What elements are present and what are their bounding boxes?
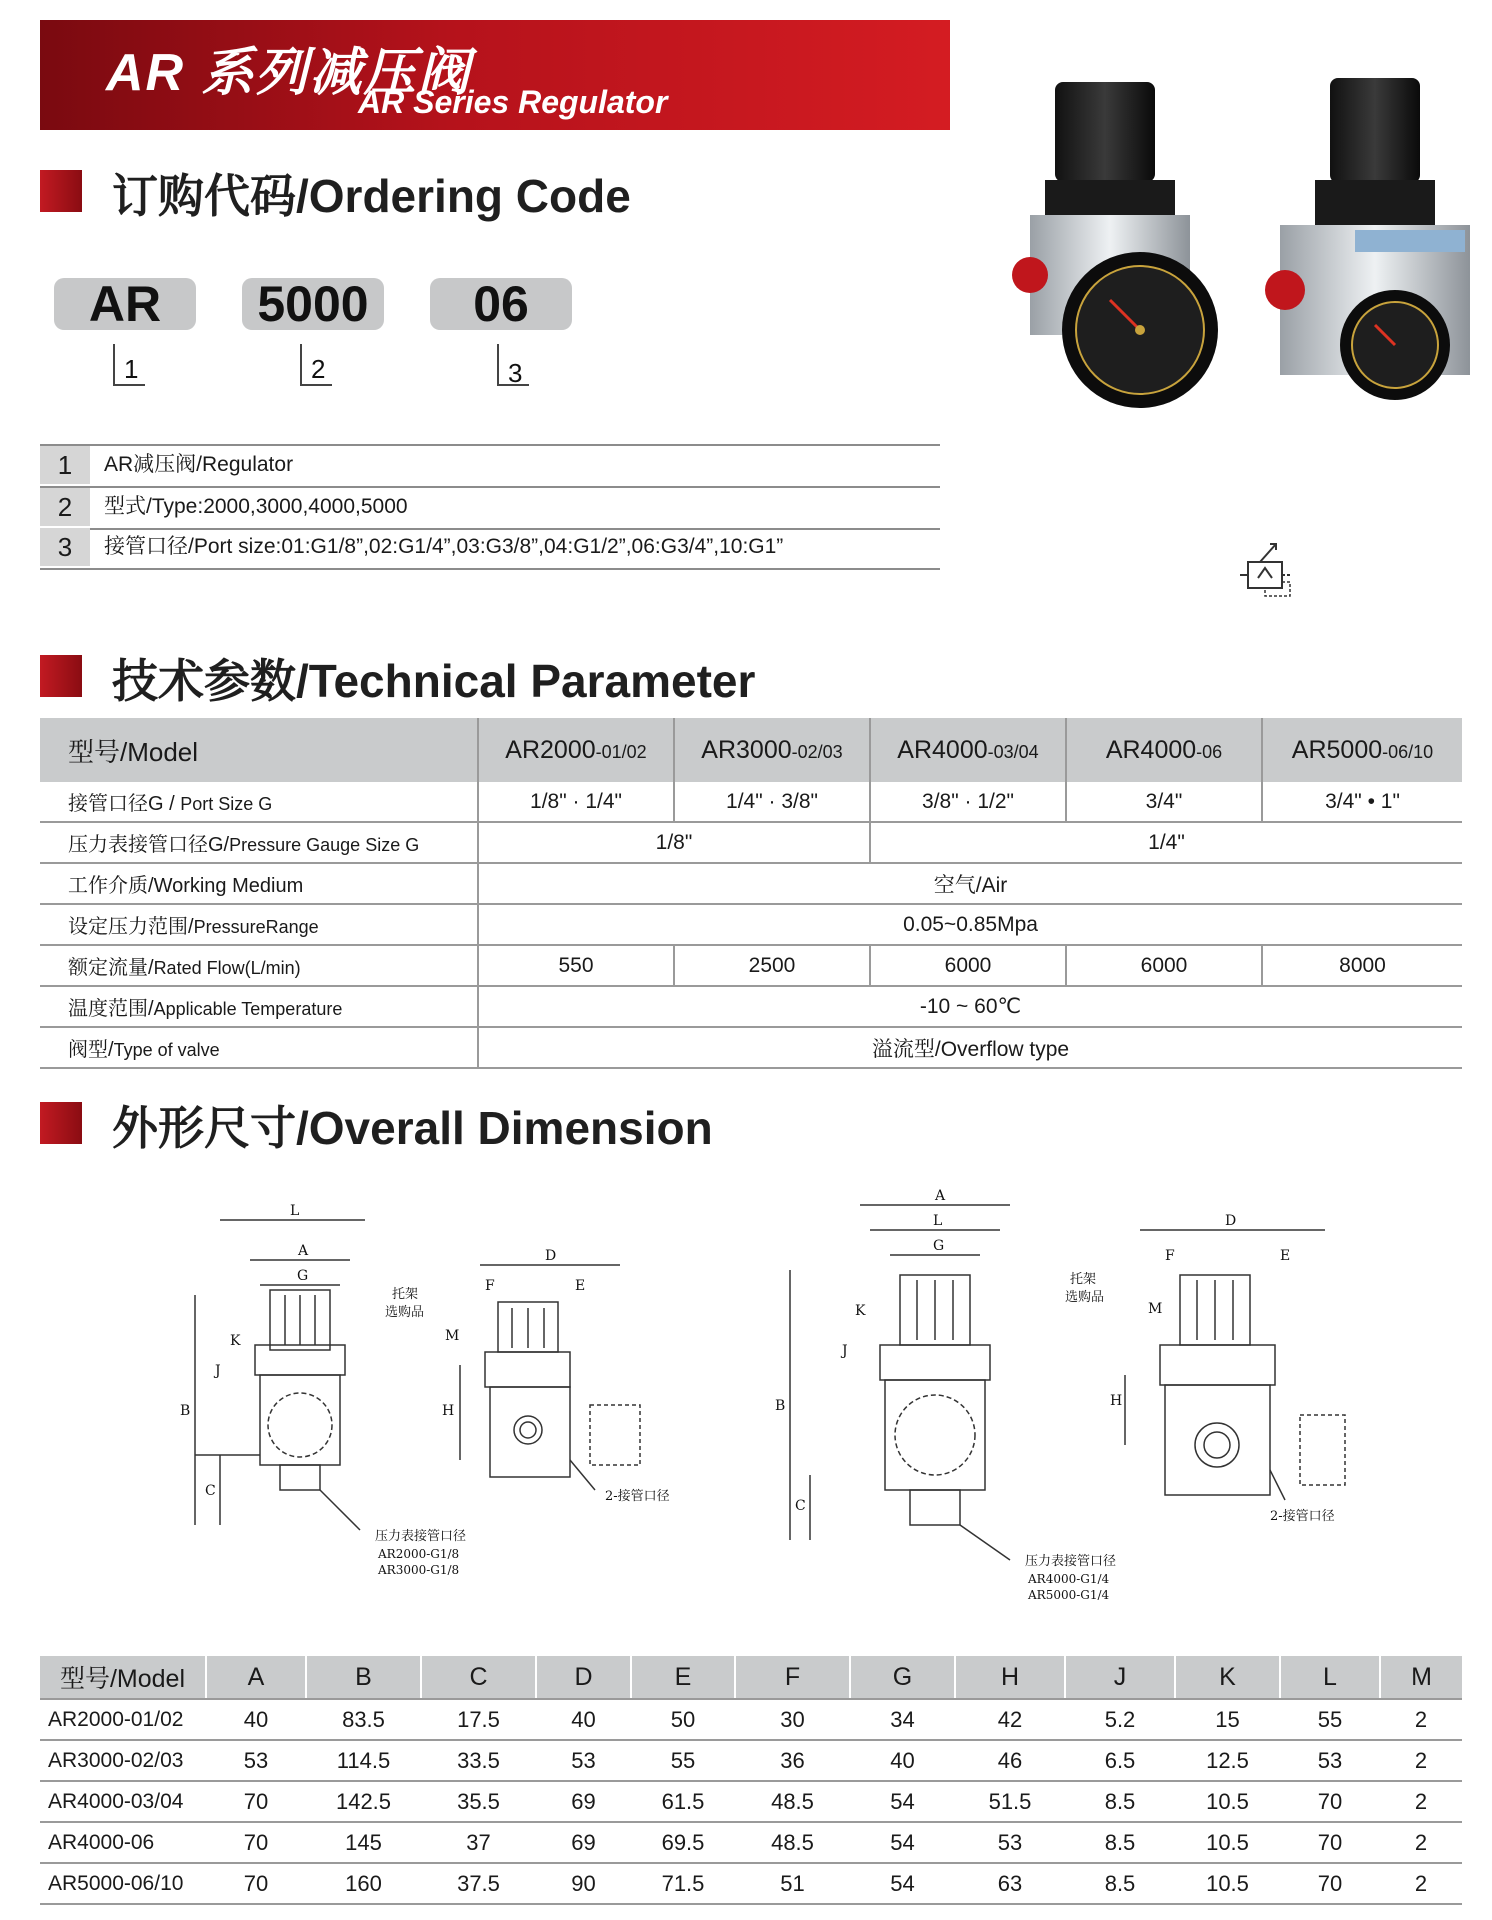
table-row (40, 1863, 1462, 1904)
table-cell: 36 (735, 1740, 850, 1781)
column-header: D (536, 1656, 631, 1699)
section-marker (40, 1102, 82, 1144)
code-box-series: AR (54, 278, 196, 330)
column-header: C (421, 1656, 536, 1699)
svg-text:2-接管口径: 2-接管口径 (1270, 1509, 1335, 1524)
column-header: B (306, 1656, 421, 1699)
svg-text:压力表接管口径: 压力表接管口径 (375, 1529, 467, 1544)
table-row (40, 1740, 1462, 1781)
model-cell: AR2000-01/02 (40, 1699, 206, 1740)
table-cell: 37 (421, 1822, 536, 1863)
svg-text:A: A (298, 1243, 309, 1259)
svg-text:压力表接管口径: 压力表接管口径 (1025, 1554, 1117, 1569)
row-label: 温度范围/Applicable Temperature (40, 986, 478, 1027)
table-cell: 70 (1280, 1822, 1380, 1863)
table-row (40, 1822, 1462, 1863)
table-cell: 1/8" · 1/4" (478, 782, 674, 822)
svg-text:L: L (290, 1203, 300, 1219)
table-cell: 54 (850, 1781, 955, 1822)
svg-text:M: M (1148, 1301, 1163, 1317)
title-banner (40, 20, 950, 130)
code-index: 1 (124, 354, 139, 384)
svg-text:C: C (205, 1483, 216, 1499)
table-row (40, 904, 1462, 945)
table-cell: 54 (850, 1822, 955, 1863)
table-cell: 42 (955, 1699, 1065, 1740)
svg-text:AR5000-G1/4: AR5000-G1/4 (1028, 1588, 1110, 1602)
table-row (40, 986, 1462, 1027)
svg-text:K: K (855, 1303, 866, 1319)
row-label: 设定压力范围/PressureRange (40, 904, 478, 945)
table-row (40, 1781, 1462, 1822)
table-row (40, 863, 1462, 904)
table-cell: 55 (631, 1740, 735, 1781)
dimension-drawing-large (770, 1185, 1350, 1605)
svg-text:K: K (230, 1333, 241, 1349)
svg-text:D: D (545, 1248, 557, 1264)
svg-text:B: B (775, 1398, 786, 1414)
banner-title-en: AR Series Regulator (358, 84, 668, 120)
svg-text:选购品: 选购品 (385, 1305, 425, 1320)
table-cell: 5.2 (1065, 1699, 1175, 1740)
model-cell: AR5000-06/10 (40, 1863, 206, 1904)
table-cell: 溢流型/Overflow type (478, 1027, 1462, 1068)
table-cell: 51 (735, 1863, 850, 1904)
row-label: 压力表接管口径G/Pressure Gauge Size G (40, 822, 478, 863)
table-cell: 1/8" (478, 822, 870, 863)
product-photo (1010, 70, 1480, 430)
svg-text:AR4000-G1/4: AR4000-G1/4 (1028, 1572, 1110, 1586)
svg-text:H: H (442, 1403, 455, 1419)
row-label: 阀型/Type of valve (40, 1027, 478, 1068)
code-index: 3 (508, 358, 523, 388)
svg-text:2-接管口径: 2-接管口径 (605, 1489, 670, 1504)
table-cell: 48.5 (735, 1822, 850, 1863)
column-header: H (955, 1656, 1065, 1699)
table-cell: 10.5 (1175, 1822, 1280, 1863)
row-label: 工作介质/Working Medium (40, 863, 478, 904)
table-cell: 550 (478, 945, 674, 986)
table-cell: 6000 (870, 945, 1066, 986)
legend-number: 2 (40, 488, 90, 526)
table-cell: 48.5 (735, 1781, 850, 1822)
table-cell: 2 (1380, 1822, 1462, 1863)
table-header-row (40, 718, 1462, 782)
header-model-cell: AR4000-06 (1066, 718, 1262, 782)
overall-dimension-heading: 外形尺寸/Overall Dimension (112, 1102, 713, 1154)
svg-text:E: E (575, 1278, 586, 1294)
table-cell: 54 (850, 1863, 955, 1904)
table-cell: 40 (850, 1740, 955, 1781)
table-cell: 51.5 (955, 1781, 1065, 1822)
code-box-type: 5000 (242, 278, 384, 330)
table-cell: 12.5 (1175, 1740, 1280, 1781)
table-cell: 53 (206, 1740, 306, 1781)
table-cell: 8.5 (1065, 1781, 1175, 1822)
table-cell: 69 (536, 1781, 631, 1822)
table-cell: 69 (536, 1822, 631, 1863)
column-header: L (1280, 1656, 1380, 1699)
table-cell: 70 (1280, 1781, 1380, 1822)
table-cell: 40 (536, 1699, 631, 1740)
legend-number: 1 (40, 446, 90, 484)
table-cell: 2 (1380, 1863, 1462, 1904)
header-model-cell: AR2000-01/02 (478, 718, 674, 782)
svg-text:J: J (842, 1343, 848, 1359)
legend-text: 接管口径/Port size:01:G1/8”,02:G1/4”,03:G3/8”,04:G1/2”,06:G3/4”,10:G1” (104, 535, 784, 558)
regulator-symbol-icon (1230, 540, 1300, 610)
row-label: 接管口径G / Port Size G (40, 782, 478, 822)
column-header: A (206, 1656, 306, 1699)
table-cell: 61.5 (631, 1781, 735, 1822)
technical-parameter-heading: 技术参数/Technical Parameter (112, 655, 756, 707)
column-header: F (735, 1656, 850, 1699)
table-cell: 142.5 (306, 1781, 421, 1822)
header-model-cell: AR3000-02/03 (674, 718, 870, 782)
svg-text:L: L (933, 1213, 943, 1229)
table-cell: 55 (1280, 1699, 1380, 1740)
table-row (40, 1027, 1462, 1068)
table-header-row (40, 1656, 1462, 1699)
table-cell: 70 (206, 1863, 306, 1904)
table-cell: 83.5 (306, 1699, 421, 1740)
table-cell: 10.5 (1175, 1781, 1280, 1822)
table-cell: 71.5 (631, 1863, 735, 1904)
svg-text:AR3000-G1/8: AR3000-G1/8 (378, 1563, 460, 1577)
table-cell: 8.5 (1065, 1863, 1175, 1904)
table-cell: 160 (306, 1863, 421, 1904)
header-model: 型号/Model (40, 718, 478, 782)
table-cell: 17.5 (421, 1699, 536, 1740)
table-cell: 114.5 (306, 1740, 421, 1781)
table-cell: 6000 (1066, 945, 1262, 986)
table-cell: 3/4" • 1" (1262, 782, 1462, 822)
legend-text: 型式/Type:2000,3000,4000,5000 (104, 495, 408, 518)
legend-row (40, 528, 940, 570)
table-cell: 1/4" (870, 822, 1462, 863)
table-cell: 2 (1380, 1781, 1462, 1822)
column-header: 型号/Model (40, 1656, 206, 1699)
table-row (40, 782, 1462, 822)
table-cell: 53 (955, 1822, 1065, 1863)
table-cell: 40 (206, 1699, 306, 1740)
svg-text:A: A (935, 1188, 946, 1204)
svg-text:选购品: 选购品 (1065, 1290, 1105, 1305)
section-marker (40, 170, 82, 212)
table-cell: 34 (850, 1699, 955, 1740)
table-row (40, 1699, 1462, 1740)
legend-row (40, 446, 940, 488)
svg-text:G: G (297, 1268, 309, 1284)
svg-text:M: M (445, 1328, 460, 1344)
table-cell: 3/4" (1066, 782, 1262, 822)
table-cell: 50 (631, 1699, 735, 1740)
svg-text:托架: 托架 (392, 1287, 419, 1302)
column-header: K (1175, 1656, 1280, 1699)
legend-text: AR减压阀/Regulator (104, 453, 294, 476)
table-cell: 2 (1380, 1699, 1462, 1740)
header-model-cell: AR4000-03/04 (870, 718, 1066, 782)
code-box-port: 06 (430, 278, 572, 330)
table-cell: 145 (306, 1822, 421, 1863)
code-index: 2 (311, 354, 326, 384)
table-cell: 70 (206, 1822, 306, 1863)
table-row (40, 945, 1462, 986)
svg-text:AR2000-G1/8: AR2000-G1/8 (378, 1547, 460, 1561)
legend-number: 3 (40, 528, 90, 566)
table-cell: 33.5 (421, 1740, 536, 1781)
model-cell: AR4000-06 (40, 1822, 206, 1863)
table-cell: 69.5 (631, 1822, 735, 1863)
svg-text:D: D (1225, 1213, 1237, 1229)
svg-text:托架: 托架 (1070, 1272, 1097, 1287)
regulator-photo-right (1265, 78, 1470, 400)
table-cell: 53 (536, 1740, 631, 1781)
svg-text:J: J (215, 1363, 221, 1379)
column-header: G (850, 1656, 955, 1699)
svg-text:F: F (485, 1278, 495, 1294)
table-cell: 6.5 (1065, 1740, 1175, 1781)
table-cell: 70 (1280, 1863, 1380, 1904)
svg-text:C: C (795, 1498, 806, 1514)
table-cell: 0.05~0.85Mpa (478, 904, 1462, 945)
ordering-code-heading: 订购代码/Ordering Code (112, 170, 631, 222)
svg-text:E: E (1280, 1248, 1291, 1264)
section-marker (40, 655, 82, 697)
table-cell: 空气/Air (478, 863, 1462, 904)
table-cell: 53 (1280, 1740, 1380, 1781)
table-cell: 8000 (1262, 945, 1462, 986)
table-row (40, 822, 1462, 863)
row-label: 额定流量/Rated Flow(L/min) (40, 945, 478, 986)
table-cell: 15 (1175, 1699, 1280, 1740)
column-header: J (1065, 1656, 1175, 1699)
table-cell: 30 (735, 1699, 850, 1740)
table-cell: 37.5 (421, 1863, 536, 1904)
table-cell: 35.5 (421, 1781, 536, 1822)
dimension-drawing-small (150, 1190, 710, 1590)
table-cell: 46 (955, 1740, 1065, 1781)
model-cell: AR4000-03/04 (40, 1781, 206, 1822)
svg-text:B: B (180, 1403, 191, 1419)
table-cell: 10.5 (1175, 1863, 1280, 1904)
column-header: M (1380, 1656, 1462, 1699)
regulator-photo-left (1012, 82, 1218, 408)
svg-text:F: F (1165, 1248, 1175, 1264)
header-model-cell: AR5000-06/10 (1262, 718, 1462, 782)
model-cell: AR3000-02/03 (40, 1740, 206, 1781)
dimension-table (40, 1656, 1462, 1905)
table-cell: 90 (536, 1863, 631, 1904)
table-cell: 2500 (674, 945, 870, 986)
table-cell: 1/4" · 3/8" (674, 782, 870, 822)
technical-parameter-table (40, 718, 1462, 1069)
table-cell: 63 (955, 1863, 1065, 1904)
table-cell: -10 ~ 60℃ (478, 986, 1462, 1027)
svg-text:H: H (1110, 1393, 1123, 1409)
table-cell: 3/8" · 1/2" (870, 782, 1066, 822)
banner-title-cn: AR 系列减压阀 (106, 44, 472, 102)
svg-text:G: G (933, 1238, 945, 1254)
table-cell: 8.5 (1065, 1822, 1175, 1863)
table-cell: 70 (206, 1781, 306, 1822)
table-cell: 2 (1380, 1740, 1462, 1781)
column-header: E (631, 1656, 735, 1699)
legend-row (40, 488, 940, 530)
